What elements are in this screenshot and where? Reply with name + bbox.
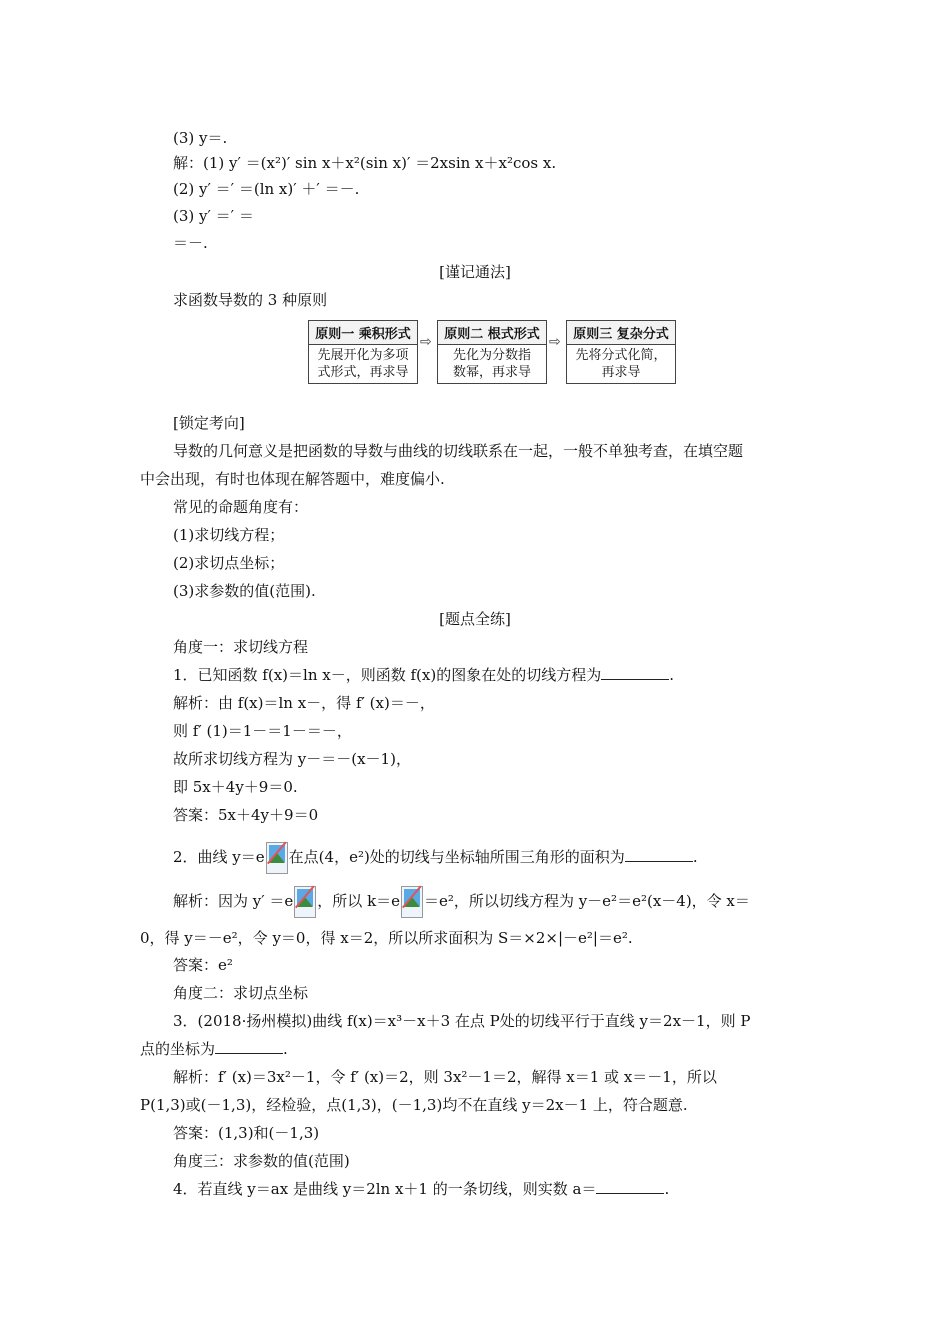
- text-fragment: ，所以 k＝e: [317, 892, 401, 910]
- principle-text: 数幂，再求导: [452, 365, 531, 380]
- text-line: 角度三：求参数的值(范围): [173, 1152, 350, 1170]
- principle-title: 原则二 根式形式: [438, 321, 546, 345]
- answer-blank: [601, 667, 669, 680]
- principle-text: 先展开化为多项: [317, 348, 409, 363]
- broken-image-icon: [294, 886, 316, 918]
- question-text: 1．已知函数 f(x)＝ln x－，则函数 f(x)的图象在处的切线方程为: [173, 666, 602, 684]
- text-line: 答案：5x＋4y＋9＝0: [173, 806, 319, 824]
- text-line: 即 5x＋4y＋9＝0.: [173, 778, 298, 796]
- text-line: 则 f′ (1)＝1－＝1－＝－，: [173, 722, 352, 740]
- text-line: 解析：f′ (x)＝3x²－1，令 f′ (x)＝2，则 3x²－1＝2，解得 x＝1 或 x＝－1，所以: [173, 1068, 717, 1086]
- question-text: 2．曲线 y＝e: [173, 848, 265, 866]
- text-line: [140, 1039, 288, 1059]
- principle-text: 再求导: [601, 365, 641, 380]
- broken-image-icon: [401, 886, 423, 918]
- answer-blank: [215, 1041, 283, 1054]
- text-line: 答案：(1,3)和(－1,3): [173, 1124, 320, 1142]
- question-1: [173, 665, 674, 685]
- question-text: .: [669, 666, 674, 684]
- text-line: (3)求参数的值(范围).: [173, 582, 316, 600]
- principle-text: 先将分式化简，: [575, 348, 667, 363]
- arrow-right-icon: ⇨: [420, 334, 432, 350]
- text-fragment: ＝e²，所以切线方程为 y－e²＝e²(x－4)，令 x＝: [424, 892, 750, 910]
- text-line: [173, 886, 750, 918]
- principle-box-2: [437, 320, 547, 384]
- text-fragment: 解析：因为 y′ ＝e: [173, 892, 294, 910]
- question-text: 4．若直线 y＝ax 是曲线 y＝2ln x＋1 的一条切线，则实数 a＝: [173, 1180, 597, 1198]
- broken-image-icon: [266, 842, 288, 874]
- principle-box-1: [308, 320, 418, 384]
- arrow-right-icon: ⇨: [549, 334, 561, 350]
- text-line: (2) y′ ＝′ ＝(ln x)′ ＋′ ＝－.: [173, 180, 360, 198]
- principle-title: 原则一 乘积形式: [309, 321, 417, 345]
- text-line: 0，得 y＝－e²，令 y＝0，得 x＝2，所以所求面积为 S＝×2×|－e²|＝e².: [140, 929, 633, 947]
- principle-text: 先化为分数指: [452, 348, 531, 363]
- principle-text: 式形式，再求导: [317, 365, 409, 380]
- section-heading: [锁定考向]: [173, 414, 245, 432]
- text-line: ＝－.: [173, 234, 208, 252]
- text-line: 解：(1) y′ ＝(x²)′ sin x＋x²(sin x)′ ＝2xsin x＋x²cos x.: [173, 154, 557, 172]
- text-line: 答案：e²: [173, 956, 233, 974]
- text-line: 角度一：求切线方程: [173, 638, 309, 656]
- question-text: 点的坐标为: [140, 1040, 216, 1058]
- principle-title: 原则三 复杂分式: [567, 321, 675, 345]
- text-line: (3) y′ ＝′ ＝: [173, 207, 254, 225]
- text-line: 3．(2018·扬州模拟)曲线 f(x)＝x³－x＋3 在点 P处的切线平行于直线 y＝2x－1，则 P: [173, 1012, 751, 1030]
- question-text: .: [664, 1180, 670, 1198]
- text-line: (2)求切点坐标；: [173, 554, 285, 572]
- text-line: (1)求切线方程；: [173, 526, 285, 544]
- question-2: [173, 842, 698, 874]
- section-heading: [题点全练]: [439, 610, 511, 628]
- question-4: [173, 1179, 669, 1199]
- text-line: (3) y＝.: [173, 129, 228, 147]
- answer-blank: [625, 849, 693, 862]
- text-line: 解析：由 f(x)＝ln x－，得 f′ (x)＝－，: [173, 694, 435, 712]
- question-text: 在点(4，e²)处的切线与坐标轴所围三角形的面积为: [288, 848, 625, 866]
- answer-blank: [596, 1181, 664, 1194]
- text-line: 故所求切线方程为 y－＝－(x－1)，: [173, 750, 411, 768]
- text-line: 求函数导数的 3 种原则: [173, 291, 328, 309]
- principle-box-3: [566, 320, 676, 384]
- text-line: 导数的几何意义是把函数的导数与曲线的切线联系在一起，一般不单独考查，在填空题: [173, 442, 744, 460]
- text-line: 中会出现，有时也体现在解答题中，难度偏小.: [140, 470, 445, 488]
- section-heading: [谨记通法]: [439, 263, 511, 281]
- text-line: P(1,3)或(－1,3)，经检验，点(1,3)，(－1,3)均不在直线 y＝2x－1 上，符合题意.: [140, 1096, 688, 1114]
- text-line: 常见的命题角度有：: [173, 498, 309, 516]
- question-text: .: [283, 1040, 288, 1058]
- question-text: .: [692, 848, 698, 866]
- text-line: 角度二：求切点坐标: [173, 984, 309, 1002]
